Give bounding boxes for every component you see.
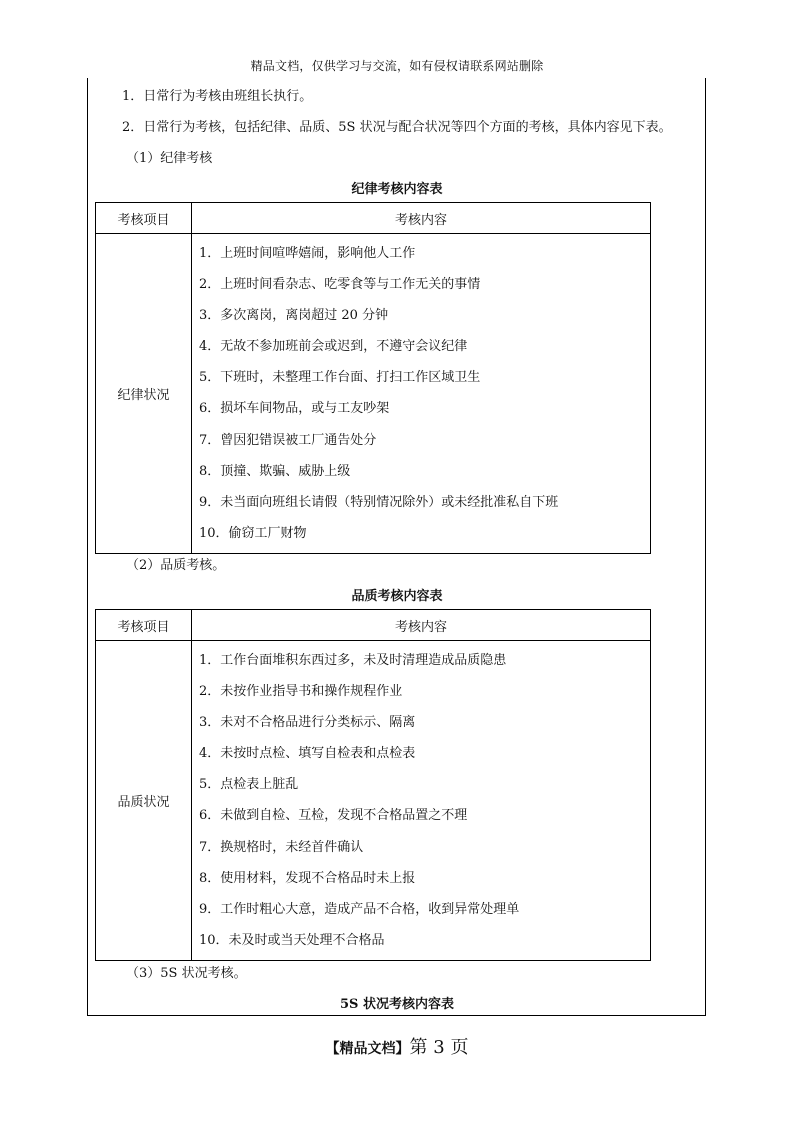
header-content: 考核内容 (192, 610, 651, 641)
list-item: 2．上班时间看杂志、吃零食等与工作无关的事情 (199, 277, 481, 293)
table1-caption: 纪律考核内容表 (351, 182, 443, 197)
list-item: 4．未按时点检、填写自检表和点检表 (199, 746, 416, 762)
item-label: 品质状况 (96, 641, 192, 961)
quality-table (95, 609, 651, 961)
list-item: 8．顶撞、欺骗、威胁上级 (199, 463, 351, 479)
list-item: 10．未及时或当天处理不合格品 (199, 932, 385, 948)
paragraph-2: 2．日常行为考核，包括纪律、品质、5S 状况与配合状况等四个方面的考核，具体内容见下表。 (122, 120, 672, 135)
list-item: 6．损坏车间物品，或与工友吵架 (199, 401, 390, 417)
section-heading-5s: （3）5S 状况考核。 (126, 966, 247, 981)
list-item: 10．偷窃工厂财物 (199, 525, 307, 541)
list-item: 9．工作时粗心大意，造成产品不合格，收到异常处理单 (199, 901, 520, 917)
list-item: 7．换规格时，未经首件确认 (199, 839, 364, 855)
discipline-table (95, 202, 651, 554)
list-item: 7．曾因犯错误被工厂通告处分 (199, 432, 377, 448)
section-heading-discipline: （1）纪律考核 (126, 151, 213, 166)
header-content: 考核内容 (192, 203, 651, 234)
header-item: 考核项目 (96, 203, 192, 234)
list-item: 8．使用材料，发现不合格品时未上报 (199, 870, 416, 886)
table3-caption: 5S 状况考核内容表 (340, 997, 454, 1012)
table-header-row (96, 610, 651, 641)
footer-label: 【精品文档】 (325, 1041, 410, 1057)
list-item: 1．工作台面堆积东西过多，未及时清理造成品质隐患 (199, 653, 507, 668)
list-item: 5．点检表上脏乱 (199, 777, 299, 793)
content-list (192, 234, 651, 554)
table-header-row (96, 203, 651, 234)
header-item: 考核项目 (96, 610, 192, 641)
list-item: 9．未当面向班组长请假（特别情况除外）或未经批准私自下班 (199, 494, 559, 510)
content-list (192, 641, 651, 961)
list-item: 3．多次离岗，离岗超过 20 分钟 (199, 308, 389, 324)
list-item: 6．未做到自检、互检，发现不合格品置之不理 (199, 808, 468, 824)
table2-caption: 品质考核内容表 (351, 589, 443, 604)
table-row (96, 641, 651, 961)
page-footer (0, 1033, 794, 1059)
table-row (96, 234, 651, 554)
list-item: 1．上班时间喧哗嬉闹，影响他人工作 (199, 246, 416, 261)
section-heading-quality: （2）品质考核。 (126, 558, 226, 573)
list-item: 5．下班时，未整理工作台面、打扫工作区域卫生 (199, 370, 481, 386)
item-label: 纪律状况 (96, 234, 192, 554)
page-number: 第 3 页 (409, 1037, 469, 1058)
list-item: 4．无故不参加班前会或迟到，不遵守会议纪律 (199, 339, 468, 355)
paragraph-1: 1．日常行为考核由班组长执行。 (122, 89, 313, 104)
list-item: 3．未对不合格品进行分类标示、隔离 (199, 715, 416, 731)
list-item: 2．未按作业指导书和操作规程作业 (199, 684, 403, 700)
header-note: 精品文档，仅供学习与交流，如有侵权请联系网站删除 (250, 59, 544, 73)
